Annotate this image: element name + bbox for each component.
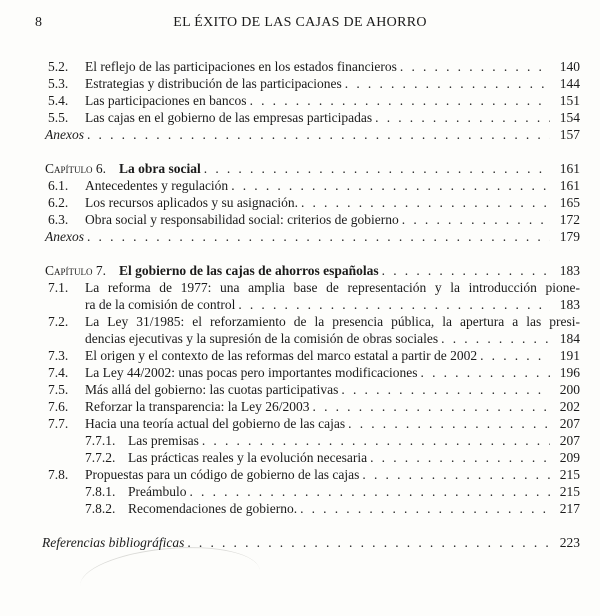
toc-entry-7-8-2: [0, 500, 600, 517]
entry-page: 191: [559, 348, 580, 363]
entry-page: 172: [559, 212, 580, 227]
entry-number: 7.7.: [48, 416, 69, 431]
toc-entry-6-2: [0, 194, 600, 211]
entry-title: Anexos: [45, 229, 84, 244]
entry-number: 7.6.: [48, 399, 69, 414]
entry-number: 7.3.: [48, 348, 69, 363]
dot-leader: [359, 466, 550, 483]
dot-leader: [84, 228, 550, 245]
entry-title: Hacia una teoría actual del gobierno de las cajas: [85, 416, 346, 431]
dot-leader: [199, 432, 550, 449]
running-header: [0, 15, 600, 31]
entry-title: Los recursos aplicados y su asignación.: [85, 195, 298, 210]
entry-title-line-1: La Ley 31/1985: el reforzamiento de la presencia pública, la apertura a las presi-: [85, 314, 580, 329]
toc-entry-7-1: [0, 279, 600, 296]
entry-page: 207: [559, 416, 580, 431]
entry-title: Las cajas en el gobierno de las empresas participadas: [85, 110, 373, 125]
dot-leader: [397, 58, 550, 75]
entry-title: Recomendaciones de gobierno.: [128, 501, 298, 516]
toc-entry-7-1-continuation: [0, 296, 600, 313]
toc-entry-6-3: [0, 211, 600, 228]
entry-title-line-1: La reforma de 1977: una amplia base de representación y la introducción pione-: [85, 280, 580, 295]
toc-entry-5-2: [0, 58, 600, 75]
entry-page: 223: [559, 535, 580, 550]
folio-page-number: 8: [35, 15, 42, 30]
entry-number: 5.3.: [48, 76, 69, 91]
dot-leader: [477, 347, 550, 364]
toc-anexos-chapter-5: [0, 126, 600, 143]
entry-title: Las premisas: [128, 433, 199, 448]
entry-title-line-2: ra de la comisión de control: [85, 297, 236, 312]
toc-entry-7-7-1: [0, 432, 600, 449]
entry-title: Las participaciones en bancos: [85, 93, 247, 108]
dot-leader: [297, 500, 550, 517]
chapter-label: Capítulo 7.: [45, 263, 107, 278]
entry-title: El reflejo de las participaciones en los estados financieros: [85, 59, 397, 74]
dot-leader: [310, 398, 550, 415]
entry-page: 165: [559, 195, 580, 210]
dot-leader: [438, 330, 550, 347]
entry-number: 6.3.: [48, 212, 69, 227]
entry-number: 7.1.: [48, 280, 69, 295]
toc-entry-6-1: [0, 177, 600, 194]
dot-leader: [298, 194, 550, 211]
toc-entry-7-8-1: [0, 483, 600, 500]
entry-page: 215: [559, 484, 580, 499]
toc-anexos-chapter-6: [0, 228, 600, 245]
dot-leader: [418, 364, 550, 381]
dot-leader: [379, 262, 550, 279]
dot-leader: [338, 381, 550, 398]
entry-title: Más allá del gobierno: las cuotas participativas: [85, 382, 339, 397]
entry-page: 161: [559, 161, 580, 176]
dot-leader: [342, 75, 550, 92]
entry-page: 207: [559, 433, 580, 448]
entry-number: 5.5.: [48, 110, 69, 125]
toc-chapter-7: [0, 262, 600, 279]
entry-number: 7.8.: [48, 467, 69, 482]
entry-title: Las prácticas reales y la evolución necesaria: [128, 450, 368, 465]
dot-leader: [247, 92, 550, 109]
scan-artifact: [78, 540, 263, 615]
entry-page: 183: [559, 263, 580, 278]
entry-title: El origen y el contexto de las reformas del marco estatal a partir de 2002: [85, 348, 478, 363]
entry-title-line-2: dencias ejecutivas y la supresión de la comisión de obras sociales: [85, 331, 439, 346]
chapter-label: Capítulo 6.: [45, 161, 107, 176]
toc-entry-7-2: [0, 313, 600, 330]
toc-entry-5-4: [0, 92, 600, 109]
entry-title: Propuestas para un código de gobierno de las cajas: [85, 467, 360, 482]
toc-entry-7-7-2: [0, 449, 600, 466]
entry-page: 217: [559, 501, 580, 516]
toc-entry-7-3: [0, 347, 600, 364]
toc-entry-7-2-continuation: [0, 330, 600, 347]
toc-entry-7-7: [0, 415, 600, 432]
entry-number: 6.1.: [48, 178, 69, 193]
dot-leader: [201, 160, 550, 177]
entry-number: 6.2.: [48, 195, 69, 210]
entry-page: 161: [559, 178, 580, 193]
entry-number: 7.5.: [48, 382, 69, 397]
toc-references: [0, 534, 600, 551]
entry-page: 200: [559, 382, 580, 397]
entry-page: 151: [559, 93, 580, 108]
entry-number: 7.4.: [48, 365, 69, 380]
entry-number: 5.2.: [48, 59, 69, 74]
entry-page: 183: [559, 297, 580, 312]
toc-entry-7-6: [0, 398, 600, 415]
entry-number: 7.8.2.: [85, 501, 116, 516]
dot-leader: [345, 415, 550, 432]
entry-page: 179: [559, 229, 580, 244]
toc-entry-7-5: [0, 381, 600, 398]
entry-title: Obra social y responsabilidad social: criterios de gobierno: [85, 212, 399, 227]
toc-entry-5-3: [0, 75, 600, 92]
dot-leader: [235, 296, 550, 313]
entry-page: 154: [559, 110, 580, 125]
entry-number: 7.7.1.: [85, 433, 116, 448]
dot-leader: [367, 449, 550, 466]
chapter-title: El gobierno de las cajas de ahorros españolas: [119, 263, 379, 278]
toc-entry-7-8: [0, 466, 600, 483]
dot-leader: [228, 177, 550, 194]
dot-leader: [399, 211, 550, 228]
entry-title: Referencias bibliográficas: [42, 535, 185, 550]
toc-chapter-6: [0, 160, 600, 177]
dot-leader: [184, 534, 550, 551]
entry-page: 196: [559, 365, 580, 380]
entry-page: 215: [559, 467, 580, 482]
entry-page: 209: [559, 450, 580, 465]
entry-title: Reforzar la transparencia: la Ley 26/2003: [85, 399, 310, 414]
entry-title: Anexos: [45, 127, 84, 142]
entry-page: 202: [559, 399, 580, 414]
entry-title: Antecedentes y regulación: [85, 178, 229, 193]
entry-page: 140: [559, 59, 580, 74]
entry-page: 184: [559, 331, 580, 346]
entry-title: Preámbulo: [128, 484, 187, 499]
entry-number: 7.2.: [48, 314, 69, 329]
entry-number: 7.8.1.: [85, 484, 116, 499]
entry-page: 157: [559, 127, 580, 142]
running-title: EL ÉXITO DE LAS CAJAS DE AHORRO: [173, 15, 427, 30]
entry-number: 5.4.: [48, 93, 69, 108]
chapter-title: La obra social: [119, 161, 201, 176]
dot-leader: [187, 483, 551, 500]
entry-title: Estrategias y distribución de las participaciones: [85, 76, 342, 91]
table-of-contents: [0, 58, 600, 551]
dot-leader: [372, 109, 550, 126]
entry-number: 7.7.2.: [85, 450, 116, 465]
dot-leader: [84, 126, 550, 143]
entry-title: La Ley 44/2002: unas pocas pero importantes modificaciones: [85, 365, 418, 380]
toc-entry-7-4: [0, 364, 600, 381]
toc-entry-5-5: [0, 109, 600, 126]
entry-page: 144: [559, 76, 580, 91]
